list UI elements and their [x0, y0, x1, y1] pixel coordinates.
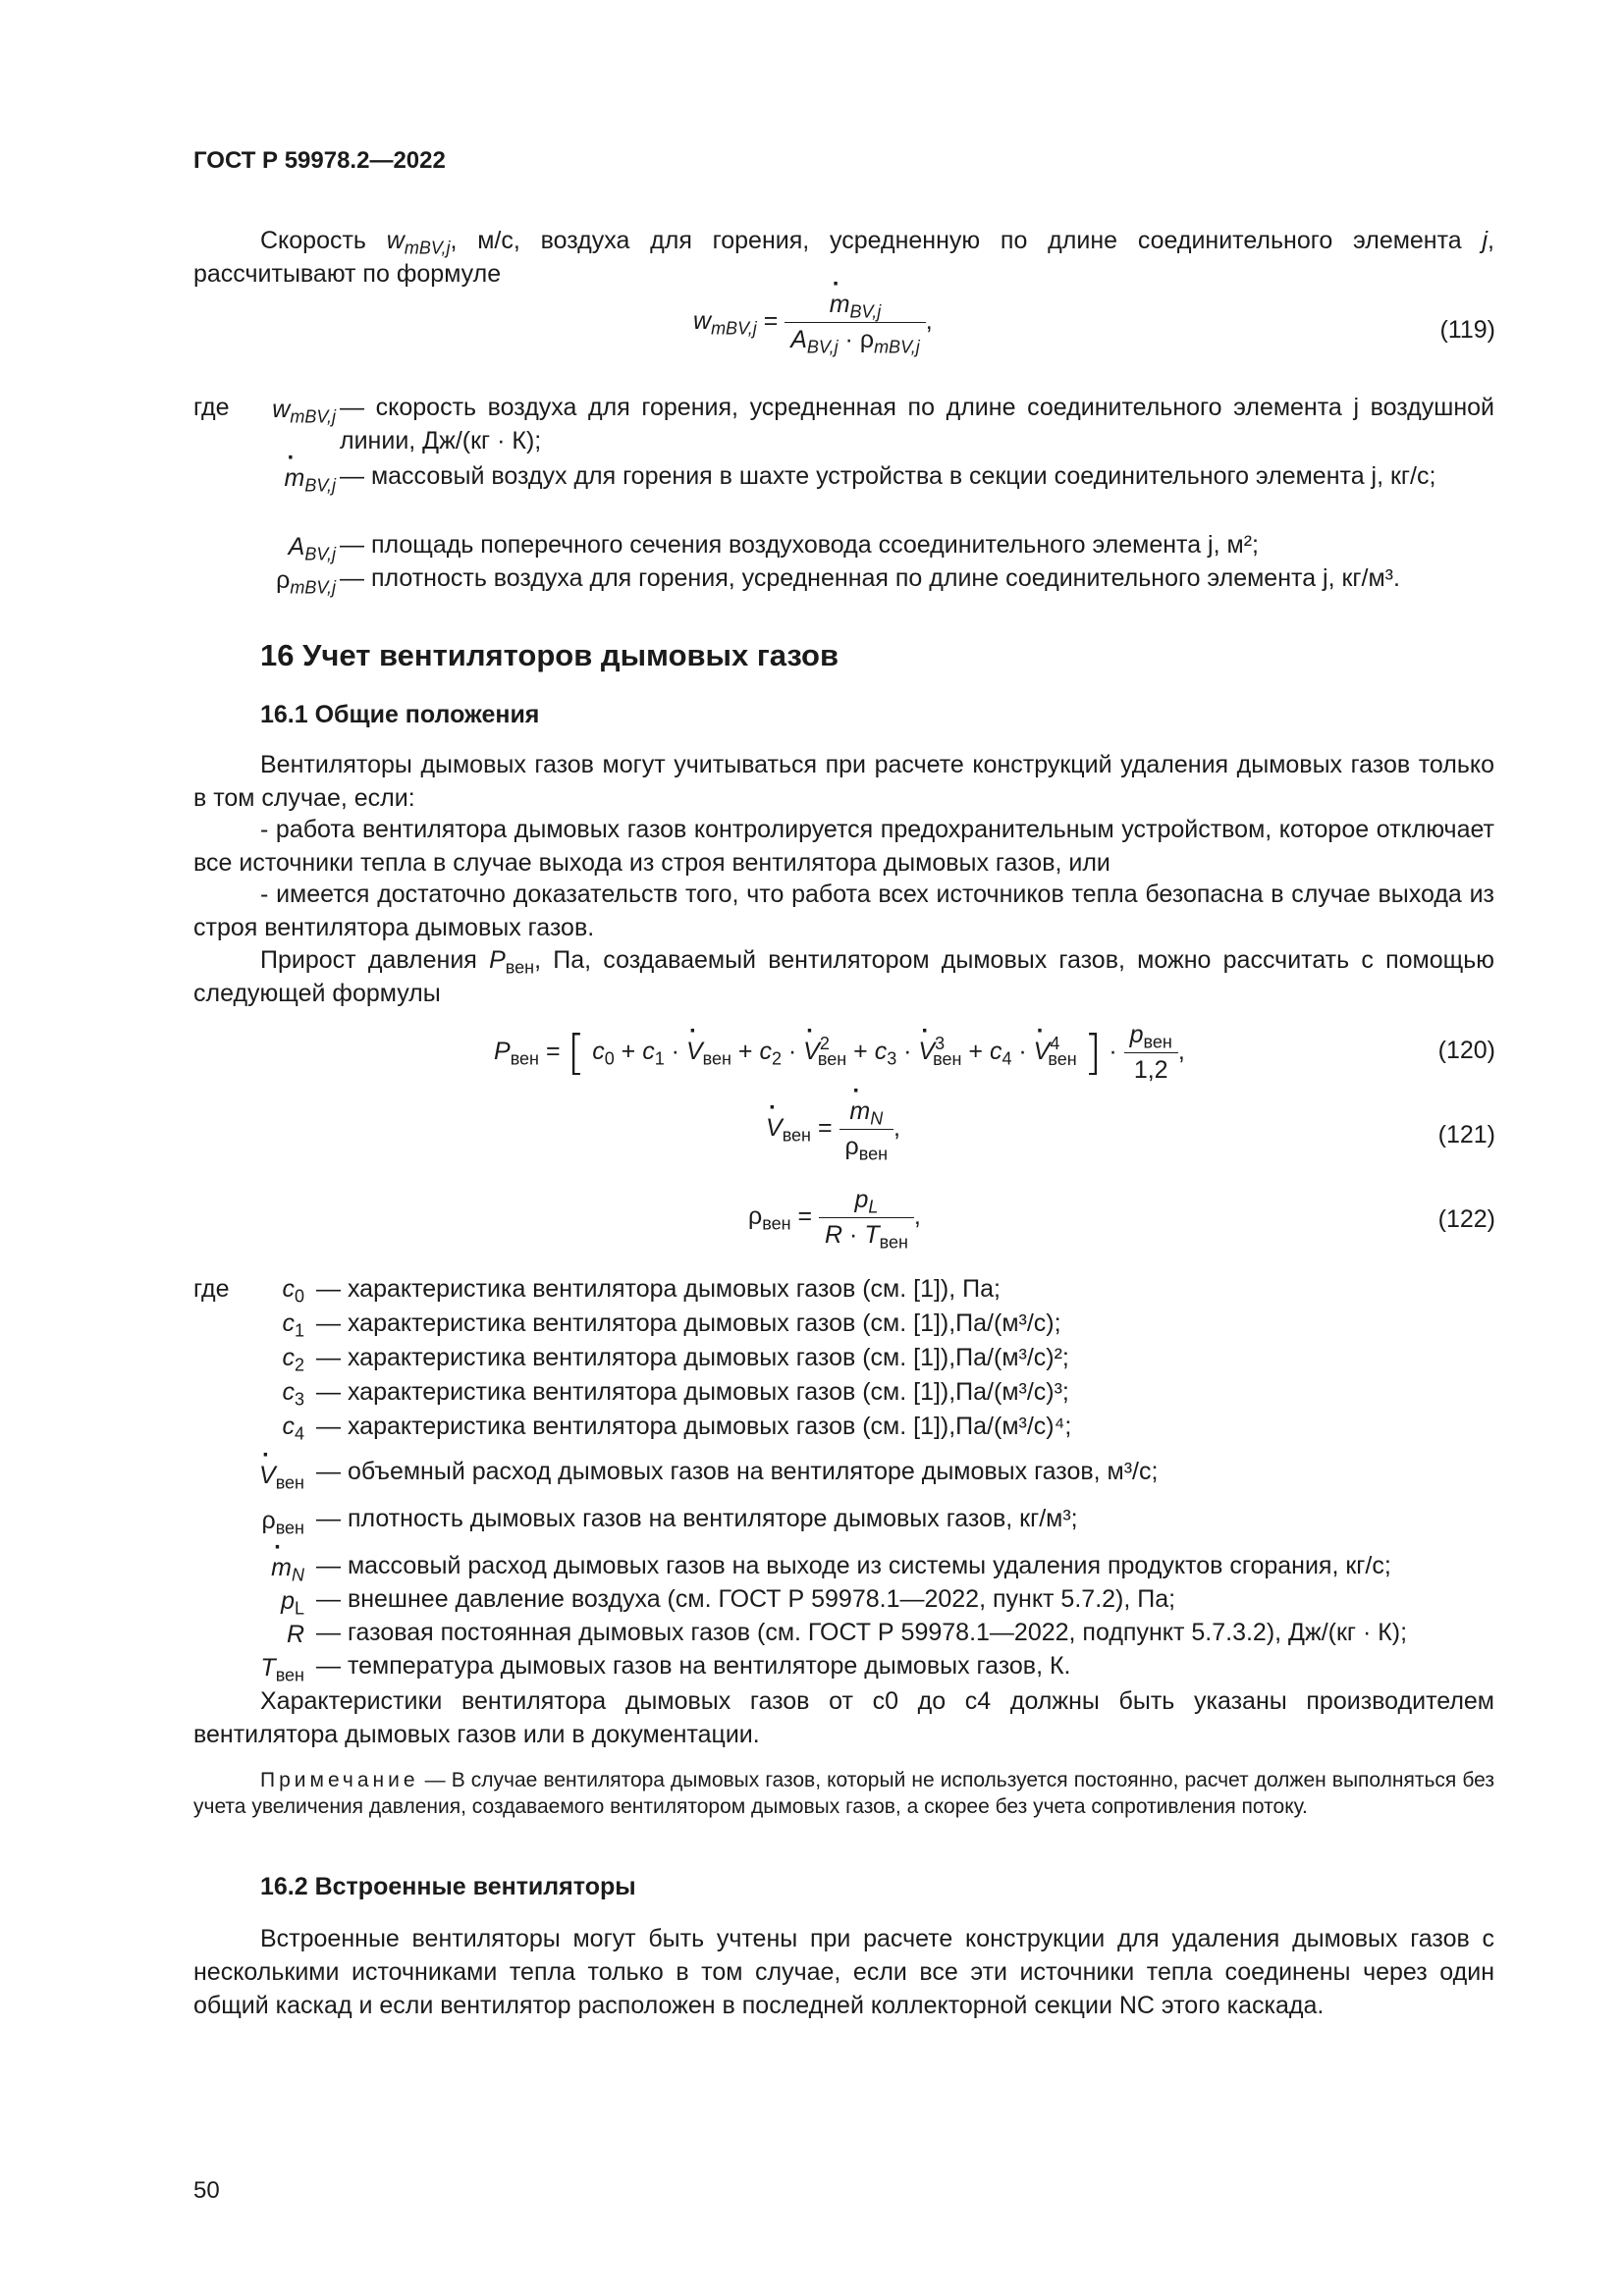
where-2-def-7: — массовый расход дымовых газов на выходе из системы удаления продуктов сгорания, кг/с; — [316, 1552, 1391, 1579]
equation-121-number: (121) — [1437, 1121, 1495, 1148]
where-2-sym-10: $T_{вен}$ — [260, 1654, 304, 1685]
where-2-def-1: — характеристика вентилятора дымовых газов (см. [1]),Па/(м³/с); — [316, 1309, 1061, 1337]
where-1-def-2: — площадь поперечного сечения воздуховода ссоединительного элемента j, м²; — [340, 531, 1259, 559]
section-16-1-para-1: Вентиляторы дымовых газов могут учитываться при расчете конструкций удаления дымовых газов только в том случае, если: — [193, 751, 1494, 812]
where-1-def-1: — массовый воздух для горения в шахте устройства в секции соединительного элемента j, кг/с; — [340, 462, 1436, 490]
section-16-1-bullet-1: - работа вентилятора дымовых газов контролируется предохранительным устройством, которое отключает все источники тепла в случае выхода из строя вентилятора дымовых газов, или — [193, 816, 1494, 877]
where-2-def-0: — характеристика вентилятора дымовых газов (см. [1]), Па; — [316, 1275, 1001, 1303]
where-2-def-9: — газовая постоянная дымовых газов (см. ГОСТ Р 59978.1—2022, подпункт 5.7.3.2), Дж/(кг · К); — [316, 1619, 1408, 1646]
where-2-sym-8: $p_L$ — [281, 1587, 304, 1619]
note-text: — В случае вентилятора дымовых газов, который не используется постоянно, расчет должен выполняться без учета увеличения давления, создаваемого вентилятором дымовых газов, а скорее без учета сопротивления потоку. — [193, 1769, 1494, 1818]
where-2-sym-1: $c_1$ — [282, 1309, 304, 1341]
where-2-sym-7: · $m_N$ — [271, 1551, 304, 1584]
where-2-def-10: — температура дымовых газов на вентиляторе дымовых газов, К. — [316, 1652, 1071, 1680]
where-2-sym-4: $c_4$ — [282, 1413, 304, 1444]
where-2-def-6: — плотность дымовых газов на вентиляторе дымовых газов, кг/м³; — [316, 1505, 1078, 1532]
section-16-1-para-2: Прирост давления $P_{вен}$, Па, создаваемый вентилятором дымовых газов, можно рассчитать с помощью следующей формулы — [193, 946, 1494, 1007]
where-1-sym-1: · $m_{BV,j}$ — [284, 461, 336, 495]
equation-122-number: (122) — [1437, 1205, 1495, 1233]
where-2-sym-5: · $V_{вен}$ — [259, 1459, 304, 1492]
where-1-label: где — [193, 394, 230, 421]
equation-120: $P_{вен}$ = [ $c_0 + c_1$ · · $V_{вен} + c_2$ · · $V^2_{вен} + c_3$ · · $V^3_{вен} + c_4$ · · $V^4_{вен}$ ] · $\frac{p_{вен}}{1,2}$ , — [494, 1021, 1185, 1085]
note — [193, 1767, 1494, 1820]
where-1-sym-0: $w_{mBV,j}$ — [272, 396, 336, 427]
page-number: 50 — [193, 2177, 220, 2204]
where-2-sym-2: $c_2$ — [282, 1344, 304, 1375]
section-16-2-title: 16.2 Встроенные вентиляторы — [260, 1873, 636, 1900]
section-16-title: 16 Учет вентиляторов дымовых газов — [260, 638, 839, 672]
where-1-def-3: — плотность воздуха для горения, усредненная по длине соединительного элемента j, кг/м³. — [340, 564, 1400, 592]
equation-119-number: (119) — [1439, 316, 1495, 344]
where-2-def-5: — объемный расход дымовых газов на вентиляторе дымовых газов, м³/с; — [316, 1458, 1159, 1485]
equation-122: $\rho_{вен}$ = $\frac{p_L}{R \cdot T_{вен}}$ , — [748, 1186, 921, 1253]
where-2-def-4: — характеристика вентилятора дымовых газов (см. [1]),Па/(м³/с)⁴; — [316, 1413, 1072, 1440]
where-1-sym-3: $\rho_{mBV,j}$ — [276, 566, 336, 598]
where-2-label: где — [193, 1275, 230, 1303]
section-16-1-bullet-2: - имеется достаточно доказательств того, что работа всех источников тепла безопасна в случае выхода из строя вентилятора дымовых газов. — [193, 881, 1494, 941]
where-list-2 — [0, 1272, 1624, 1684]
intro-paragraph: Скорость $w_{mBV,j}$, м/с, воздуха для горения, усредненную по длине соединительного элемента j, рассчитывают по формуле — [193, 227, 1494, 288]
where-2-def-2: — характеристика вентилятора дымовых газов (см. [1]),Па/(м³/с)²; — [316, 1344, 1069, 1371]
where-list-1 — [0, 391, 1624, 616]
where-2-sym-9: R — [286, 1621, 304, 1648]
equation-119-fraction: · $\frac{m_{BV,j}}{A_{BV,j} \cdot \rho_{mBV,j}}$ — [785, 291, 926, 354]
where-1-def-0: — скорость воздуха для горения, усредненная по длине соединительного элемента j воздушной линии, Дж/(кг · К); — [340, 394, 1494, 454]
where-2-def-8: — внешнее давление воздуха (см. ГОСТ Р 59978.1—2022, пункт 5.7.2), Па; — [316, 1585, 1176, 1613]
after-where-paragraph: Характеристики вентилятора дымовых газов от c0 до c4 должны быть указаны производителем вентилятора дымовых газов или в документации. — [193, 1687, 1494, 1748]
where-1-sym-2: $A_{BV,j}$ — [288, 533, 336, 564]
equation-121: · $V_{вен}$ = · $\frac{m_N}{\rho_{вен}}$ , — [766, 1097, 900, 1161]
document-header: ГОСТ Р 59978.2—2022 — [193, 147, 446, 174]
where-2-def-3: — характеристика вентилятора дымовых газов (см. [1]),Па/(м³/с)³; — [316, 1378, 1069, 1406]
where-2-sym-3: $c_3$ — [282, 1378, 304, 1410]
equation-119: $w_{mBV,j}$ = · $\frac{m_{BV,j}}{A_{BV,j} \cdot \rho_{mBV,j}}$ , — [693, 291, 933, 354]
section-16-2-para: Встроенные вентиляторы могут быть учтены при расчете конструкции для удаления дымовых газов с несколькими источниками тепла только в том случае, если все эти источники тепла соединены через один общий каскад и если вентилятор расположен в последней коллекторной секции NC этого каскада. — [193, 1925, 1494, 2019]
where-2-sym-0: $c_0$ — [282, 1275, 304, 1307]
section-16-1-title: 16.1 Общие положения — [260, 701, 540, 728]
equation-120-number: (120) — [1437, 1037, 1495, 1064]
note-label: Примечание — [260, 1769, 419, 1791]
where-2-sym-6: $\rho_{вен}$ — [261, 1507, 304, 1538]
